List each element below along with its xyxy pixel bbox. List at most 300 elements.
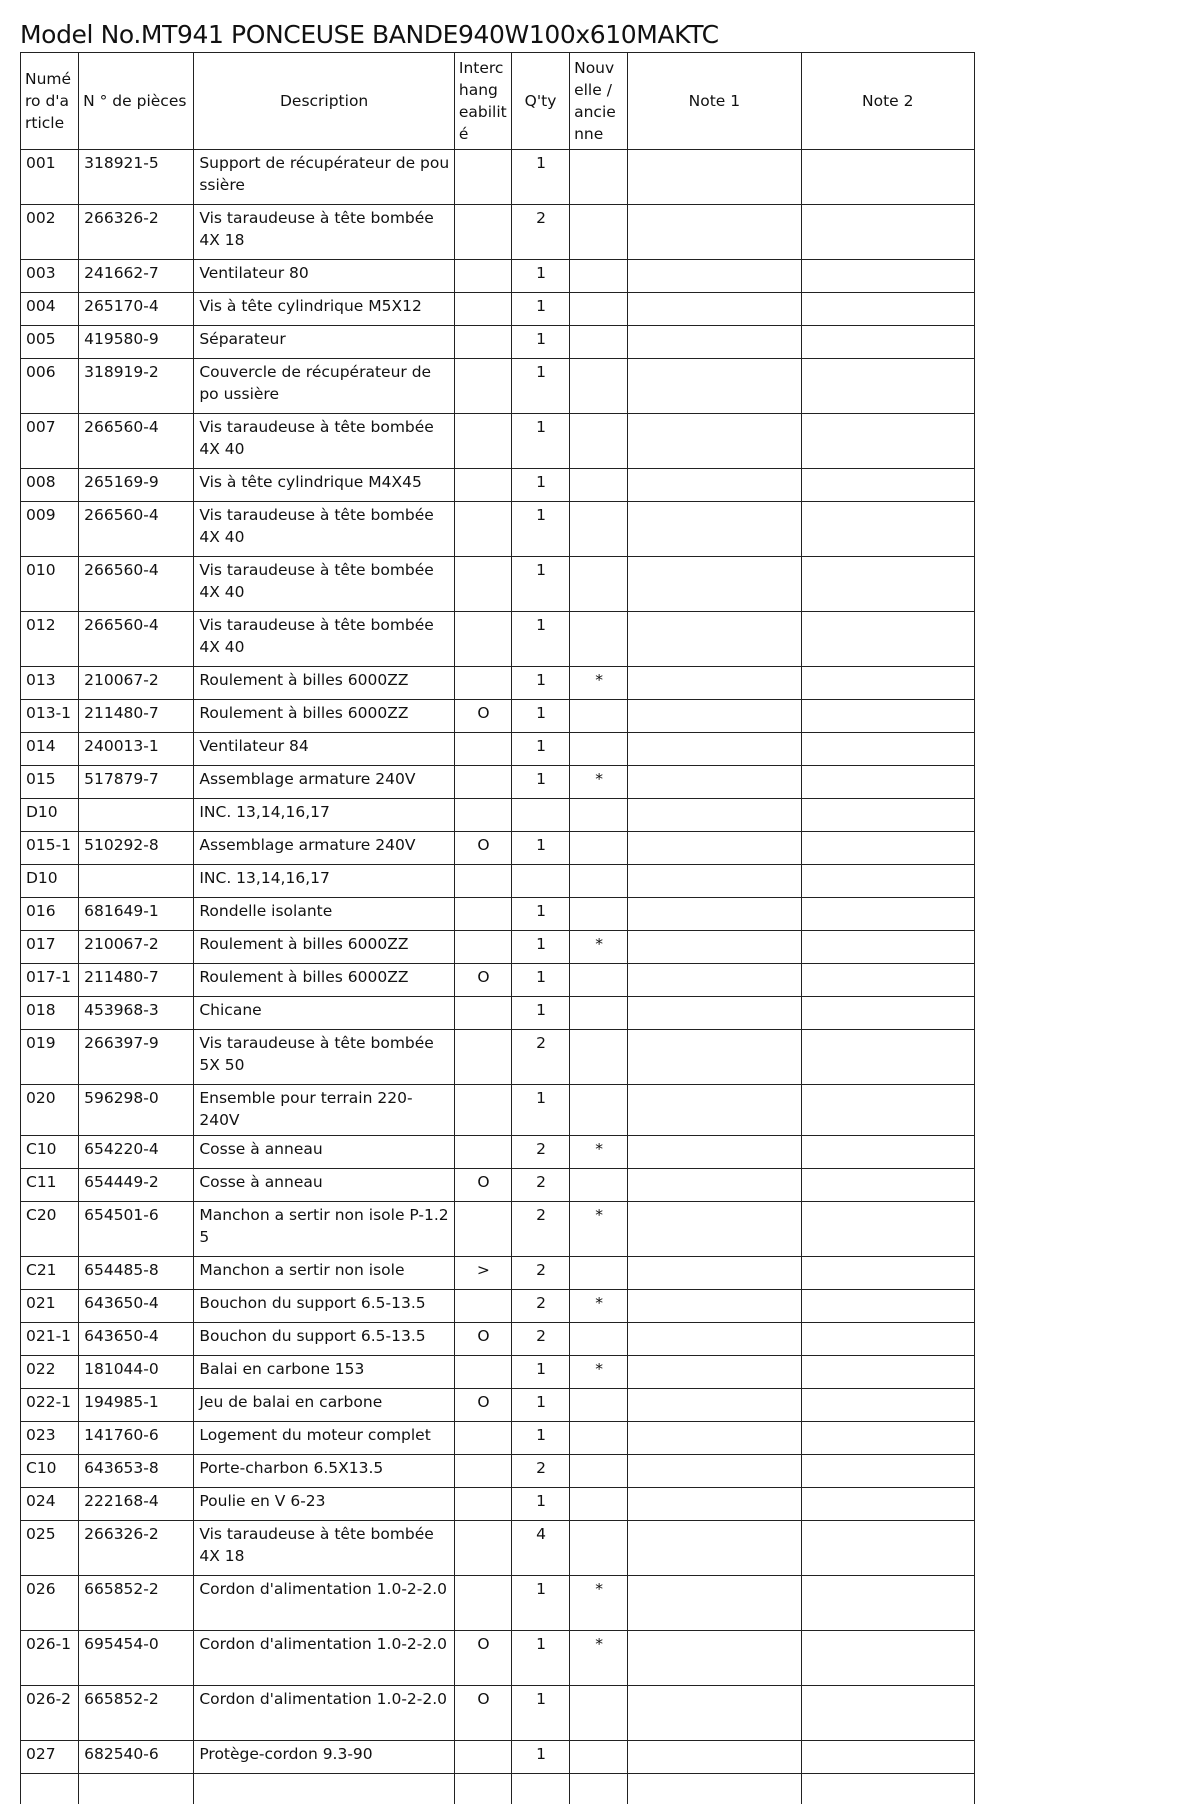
item-number-cell: 026-2 [21, 1686, 79, 1741]
table-row [21, 1631, 975, 1686]
parts-table-body [21, 150, 975, 1804]
table-row [21, 205, 975, 260]
interchangeability-cell [454, 260, 511, 293]
note-2-cell [801, 469, 974, 502]
item-number-cell: 005 [21, 326, 79, 359]
item-number-cell: 027 [21, 1741, 79, 1774]
new-old-cell [570, 1085, 628, 1136]
table-row [21, 733, 975, 766]
note-1-cell [628, 1257, 801, 1290]
new-old-cell: * [570, 1136, 628, 1169]
new-old-cell: * [570, 1576, 628, 1631]
interchangeability-cell [454, 799, 511, 832]
item-number-cell: 006 [21, 359, 79, 414]
new-old-cell [570, 1488, 628, 1521]
item-number-cell: 007 [21, 414, 79, 469]
note-2-cell [801, 1422, 974, 1455]
description-cell: Poulie en V 6-23 [194, 1488, 455, 1521]
table-row [21, 1257, 975, 1290]
interchangeability-cell [454, 1202, 511, 1257]
empty-cell [454, 1774, 511, 1804]
quantity-cell: 2 [511, 1202, 569, 1257]
empty-cell [511, 1774, 569, 1804]
table-row [21, 700, 975, 733]
note-1-cell [628, 1356, 801, 1389]
note-1-cell [628, 898, 801, 931]
interchangeability-cell: O [454, 700, 511, 733]
new-old-cell [570, 1389, 628, 1422]
interchangeability-cell [454, 205, 511, 260]
note-2-cell [801, 799, 974, 832]
note-2-cell [801, 1389, 974, 1422]
item-number-cell: C10 [21, 1136, 79, 1169]
note-1-cell [628, 997, 801, 1030]
table-row [21, 260, 975, 293]
note-2-cell [801, 150, 974, 205]
note-1-cell [628, 1686, 801, 1741]
note-2-cell [801, 667, 974, 700]
table-row [21, 1389, 975, 1422]
empty-cell [628, 1774, 801, 1804]
part-number-cell: 643650-4 [79, 1323, 194, 1356]
header-description: Description [194, 53, 455, 150]
description-cell: Jeu de balai en carbone [194, 1389, 455, 1422]
quantity-cell [511, 799, 569, 832]
quantity-cell: 1 [511, 502, 569, 557]
quantity-cell: 1 [511, 1686, 569, 1741]
part-number-cell: 643650-4 [79, 1290, 194, 1323]
new-old-cell [570, 612, 628, 667]
new-old-cell [570, 964, 628, 997]
part-number-cell: 265170-4 [79, 293, 194, 326]
table-row [21, 1455, 975, 1488]
item-number-cell: 017-1 [21, 964, 79, 997]
part-number-cell: 665852-2 [79, 1686, 194, 1741]
note-1-cell [628, 1422, 801, 1455]
table-row [21, 1169, 975, 1202]
quantity-cell: 1 [511, 150, 569, 205]
header-part-number: N ° de pièces [79, 53, 194, 150]
table-row [21, 766, 975, 799]
item-number-cell: 021-1 [21, 1323, 79, 1356]
page-title: Model No.MT941 PONCEUSE BANDE940W100x610MAKTC [20, 20, 719, 49]
note-1-cell [628, 1455, 801, 1488]
interchangeability-cell [454, 1576, 511, 1631]
quantity-cell: 2 [511, 1030, 569, 1085]
note-1-cell [628, 865, 801, 898]
new-old-cell: * [570, 931, 628, 964]
part-number-cell: 695454-0 [79, 1631, 194, 1686]
quantity-cell: 1 [511, 469, 569, 502]
item-number-cell: 022 [21, 1356, 79, 1389]
note-2-cell [801, 1576, 974, 1631]
note-2-cell [801, 1257, 974, 1290]
part-number-cell: 318919-2 [79, 359, 194, 414]
description-cell: Vis taraudeuse à tête bombée 4X 40 [194, 414, 455, 469]
description-cell: Vis taraudeuse à tête bombée 4X 40 [194, 612, 455, 667]
note-2-cell [801, 502, 974, 557]
quantity-cell: 1 [511, 260, 569, 293]
table-row [21, 997, 975, 1030]
part-number-cell: 596298-0 [79, 1085, 194, 1136]
item-number-cell: 010 [21, 557, 79, 612]
new-old-cell [570, 414, 628, 469]
description-cell: Assemblage armature 240V [194, 832, 455, 865]
table-row [21, 1521, 975, 1576]
new-old-cell [570, 799, 628, 832]
description-cell: Couvercle de récupérateur de po ussière [194, 359, 455, 414]
part-number-cell: 682540-6 [79, 1741, 194, 1774]
new-old-cell: * [570, 1202, 628, 1257]
note-1-cell [628, 1202, 801, 1257]
note-1-cell [628, 612, 801, 667]
header-interchangeability: Interc hang eabilit é [454, 53, 511, 150]
part-number-cell: 181044-0 [79, 1356, 194, 1389]
note-1-cell [628, 293, 801, 326]
quantity-cell: 1 [511, 414, 569, 469]
table-row [21, 502, 975, 557]
item-number-cell: 015-1 [21, 832, 79, 865]
empty-cell [79, 1774, 194, 1804]
table-row [21, 898, 975, 931]
quantity-cell: 1 [511, 612, 569, 667]
note-2-cell [801, 293, 974, 326]
note-1-cell [628, 799, 801, 832]
description-cell: Bouchon du support 6.5-13.5 [194, 1323, 455, 1356]
interchangeability-cell [454, 1521, 511, 1576]
note-1-cell [628, 1631, 801, 1686]
interchangeability-cell [454, 1422, 511, 1455]
note-1-cell [628, 150, 801, 205]
interchangeability-cell [454, 898, 511, 931]
note-1-cell [628, 1521, 801, 1576]
item-number-cell: 009 [21, 502, 79, 557]
item-number-cell: C11 [21, 1169, 79, 1202]
interchangeability-cell [454, 1136, 511, 1169]
table-row [21, 832, 975, 865]
description-cell: Vis taraudeuse à tête bombée 4X 18 [194, 1521, 455, 1576]
description-cell: Vis à tête cylindrique M4X45 [194, 469, 455, 502]
description-cell: Vis à tête cylindrique M5X12 [194, 293, 455, 326]
description-cell: Cosse à anneau [194, 1136, 455, 1169]
part-number-cell: 266326-2 [79, 205, 194, 260]
part-number-cell: 266326-2 [79, 1521, 194, 1576]
note-2-cell [801, 414, 974, 469]
quantity-cell: 1 [511, 1488, 569, 1521]
item-number-cell: 020 [21, 1085, 79, 1136]
description-cell: Roulement à billes 6000ZZ [194, 964, 455, 997]
quantity-cell: 1 [511, 964, 569, 997]
note-2-cell [801, 1521, 974, 1576]
part-number-cell: 266397-9 [79, 1030, 194, 1085]
table-row [21, 1136, 975, 1169]
quantity-cell: 1 [511, 1356, 569, 1389]
part-number-cell: 222168-4 [79, 1488, 194, 1521]
new-old-cell [570, 1169, 628, 1202]
quantity-cell: 4 [511, 1521, 569, 1576]
part-number-cell: 665852-2 [79, 1576, 194, 1631]
interchangeability-cell: O [454, 1323, 511, 1356]
note-1-cell [628, 414, 801, 469]
item-number-cell: 001 [21, 150, 79, 205]
new-old-cell: * [570, 667, 628, 700]
item-number-cell: C21 [21, 1257, 79, 1290]
item-number-cell: 026 [21, 1576, 79, 1631]
item-number-cell: 003 [21, 260, 79, 293]
new-old-cell [570, 557, 628, 612]
interchangeability-cell [454, 557, 511, 612]
quantity-cell: 1 [511, 997, 569, 1030]
part-number-cell: 318921-5 [79, 150, 194, 205]
note-2-cell [801, 1136, 974, 1169]
description-cell: Balai en carbone 153 [194, 1356, 455, 1389]
parts-table [20, 52, 975, 1804]
part-number-cell: 453968-3 [79, 997, 194, 1030]
interchangeability-cell: O [454, 964, 511, 997]
note-2-cell [801, 260, 974, 293]
quantity-cell: 1 [511, 326, 569, 359]
note-2-cell [801, 359, 974, 414]
quantity-cell [511, 865, 569, 898]
note-2-cell [801, 1085, 974, 1136]
table-row [21, 469, 975, 502]
part-number-cell: 681649-1 [79, 898, 194, 931]
note-2-cell [801, 557, 974, 612]
part-number-cell: 510292-8 [79, 832, 194, 865]
part-number-cell: 643653-8 [79, 1455, 194, 1488]
description-cell: Chicane [194, 997, 455, 1030]
interchangeability-cell [454, 1030, 511, 1085]
interchangeability-cell [454, 733, 511, 766]
new-old-cell [570, 700, 628, 733]
note-2-cell [801, 997, 974, 1030]
new-old-cell [570, 997, 628, 1030]
note-1-cell [628, 1741, 801, 1774]
interchangeability-cell [454, 766, 511, 799]
item-number-cell: 013 [21, 667, 79, 700]
new-old-cell [570, 1257, 628, 1290]
quantity-cell: 1 [511, 293, 569, 326]
table-row [21, 964, 975, 997]
interchangeability-cell: O [454, 1686, 511, 1741]
new-old-cell: * [570, 766, 628, 799]
new-old-cell [570, 469, 628, 502]
description-cell: Roulement à billes 6000ZZ [194, 700, 455, 733]
note-2-cell [801, 1686, 974, 1741]
note-2-cell [801, 700, 974, 733]
interchangeability-cell [454, 150, 511, 205]
part-number-cell: 266560-4 [79, 557, 194, 612]
item-number-cell: 018 [21, 997, 79, 1030]
header-item-number: Numé ro d'a rticle [21, 53, 79, 150]
table-row [21, 1488, 975, 1521]
description-cell: Ventilateur 84 [194, 733, 455, 766]
interchangeability-cell [454, 931, 511, 964]
description-cell: Protège-cordon 9.3-90 [194, 1741, 455, 1774]
quantity-cell: 2 [511, 1136, 569, 1169]
description-cell: Cordon d'alimentation 1.0-2-2.0 [194, 1631, 455, 1686]
table-row [21, 1202, 975, 1257]
empty-cell [21, 1774, 79, 1804]
item-number-cell: 004 [21, 293, 79, 326]
note-1-cell [628, 964, 801, 997]
quantity-cell: 1 [511, 557, 569, 612]
note-1-cell [628, 832, 801, 865]
interchangeability-cell: > [454, 1257, 511, 1290]
quantity-cell: 2 [511, 1455, 569, 1488]
table-row [21, 1323, 975, 1356]
new-old-cell [570, 832, 628, 865]
interchangeability-cell: O [454, 1169, 511, 1202]
item-number-cell: 002 [21, 205, 79, 260]
note-1-cell [628, 1389, 801, 1422]
empty-cell [194, 1774, 455, 1804]
note-2-cell [801, 326, 974, 359]
description-cell: Ventilateur 80 [194, 260, 455, 293]
item-number-cell: 016 [21, 898, 79, 931]
new-old-cell [570, 260, 628, 293]
description-cell: Porte-charbon 6.5X13.5 [194, 1455, 455, 1488]
description-cell: Logement du moteur complet [194, 1422, 455, 1455]
item-number-cell: 012 [21, 612, 79, 667]
quantity-cell: 1 [511, 1422, 569, 1455]
interchangeability-cell [454, 1741, 511, 1774]
quantity-cell: 1 [511, 733, 569, 766]
new-old-cell [570, 733, 628, 766]
part-number-cell: 240013-1 [79, 733, 194, 766]
note-1-cell [628, 1323, 801, 1356]
item-number-cell: 015 [21, 766, 79, 799]
note-1-cell [628, 1136, 801, 1169]
note-1-cell [628, 700, 801, 733]
part-number-cell: 211480-7 [79, 964, 194, 997]
description-cell: Vis taraudeuse à tête bombée 4X 18 [194, 205, 455, 260]
item-number-cell: 014 [21, 733, 79, 766]
part-number-cell: 211480-7 [79, 700, 194, 733]
table-row [21, 1290, 975, 1323]
interchangeability-cell [454, 1455, 511, 1488]
part-number-cell: 654220-4 [79, 1136, 194, 1169]
note-1-cell [628, 326, 801, 359]
note-2-cell [801, 931, 974, 964]
new-old-cell [570, 865, 628, 898]
description-cell: Bouchon du support 6.5-13.5 [194, 1290, 455, 1323]
note-1-cell [628, 1576, 801, 1631]
part-number-cell: 654449-2 [79, 1169, 194, 1202]
description-cell: Roulement à billes 6000ZZ [194, 931, 455, 964]
interchangeability-cell [454, 612, 511, 667]
table-row [21, 799, 975, 832]
item-number-cell: C10 [21, 1455, 79, 1488]
header-note-1: Note 1 [628, 53, 801, 150]
interchangeability-cell: O [454, 832, 511, 865]
description-cell: Vis taraudeuse à tête bombée 4X 40 [194, 557, 455, 612]
table-row [21, 1741, 975, 1774]
table-row [21, 865, 975, 898]
interchangeability-cell [454, 865, 511, 898]
interchangeability-cell [454, 1488, 511, 1521]
note-2-cell [801, 1455, 974, 1488]
new-old-cell [570, 326, 628, 359]
quantity-cell: 2 [511, 205, 569, 260]
description-cell: Rondelle isolante [194, 898, 455, 931]
empty-cell [801, 1774, 974, 1804]
part-number-cell [79, 865, 194, 898]
item-number-cell: 017 [21, 931, 79, 964]
quantity-cell: 1 [511, 700, 569, 733]
note-2-cell [801, 1202, 974, 1257]
interchangeability-cell: O [454, 1631, 511, 1686]
new-old-cell: * [570, 1356, 628, 1389]
table-row [21, 326, 975, 359]
table-row [21, 1576, 975, 1631]
description-cell: Manchon a sertir non isole [194, 1257, 455, 1290]
description-cell: Manchon a sertir non isole P-1.2 5 [194, 1202, 455, 1257]
interchangeability-cell [454, 1085, 511, 1136]
item-number-cell: 021 [21, 1290, 79, 1323]
interchangeability-cell [454, 293, 511, 326]
quantity-cell: 2 [511, 1290, 569, 1323]
note-2-cell [801, 205, 974, 260]
interchangeability-cell [454, 359, 511, 414]
note-2-cell [801, 964, 974, 997]
note-2-cell [801, 1631, 974, 1686]
interchangeability-cell [454, 667, 511, 700]
note-1-cell [628, 205, 801, 260]
item-number-cell: D10 [21, 865, 79, 898]
new-old-cell: * [570, 1290, 628, 1323]
table-row [21, 612, 975, 667]
note-2-cell [801, 1741, 974, 1774]
note-1-cell [628, 1030, 801, 1085]
item-number-cell: D10 [21, 799, 79, 832]
description-cell: Cordon d'alimentation 1.0-2-2.0 [194, 1576, 455, 1631]
note-1-cell [628, 260, 801, 293]
new-old-cell [570, 205, 628, 260]
interchangeability-cell [454, 997, 511, 1030]
item-number-cell: 026-1 [21, 1631, 79, 1686]
note-1-cell [628, 1169, 801, 1202]
empty-cell [570, 1774, 628, 1804]
item-number-cell: 024 [21, 1488, 79, 1521]
interchangeability-cell [454, 326, 511, 359]
description-cell: Roulement à billes 6000ZZ [194, 667, 455, 700]
new-old-cell [570, 1323, 628, 1356]
interchangeability-cell [454, 1356, 511, 1389]
table-row-continuation [21, 1774, 975, 1804]
table-row [21, 557, 975, 612]
new-old-cell [570, 359, 628, 414]
part-number-cell: 654485-8 [79, 1257, 194, 1290]
note-1-cell [628, 359, 801, 414]
quantity-cell: 2 [511, 1169, 569, 1202]
note-1-cell [628, 667, 801, 700]
table-row [21, 359, 975, 414]
part-number-cell [79, 799, 194, 832]
table-row [21, 150, 975, 205]
note-2-cell [801, 1169, 974, 1202]
description-cell: Assemblage armature 240V [194, 766, 455, 799]
description-cell: Support de récupérateur de pou ssière [194, 150, 455, 205]
item-number-cell: 022-1 [21, 1389, 79, 1422]
description-cell: Cosse à anneau [194, 1169, 455, 1202]
part-number-cell: 517879-7 [79, 766, 194, 799]
new-old-cell [570, 150, 628, 205]
note-2-cell [801, 612, 974, 667]
new-old-cell [570, 1686, 628, 1741]
part-number-cell: 419580-9 [79, 326, 194, 359]
new-old-cell [570, 293, 628, 326]
